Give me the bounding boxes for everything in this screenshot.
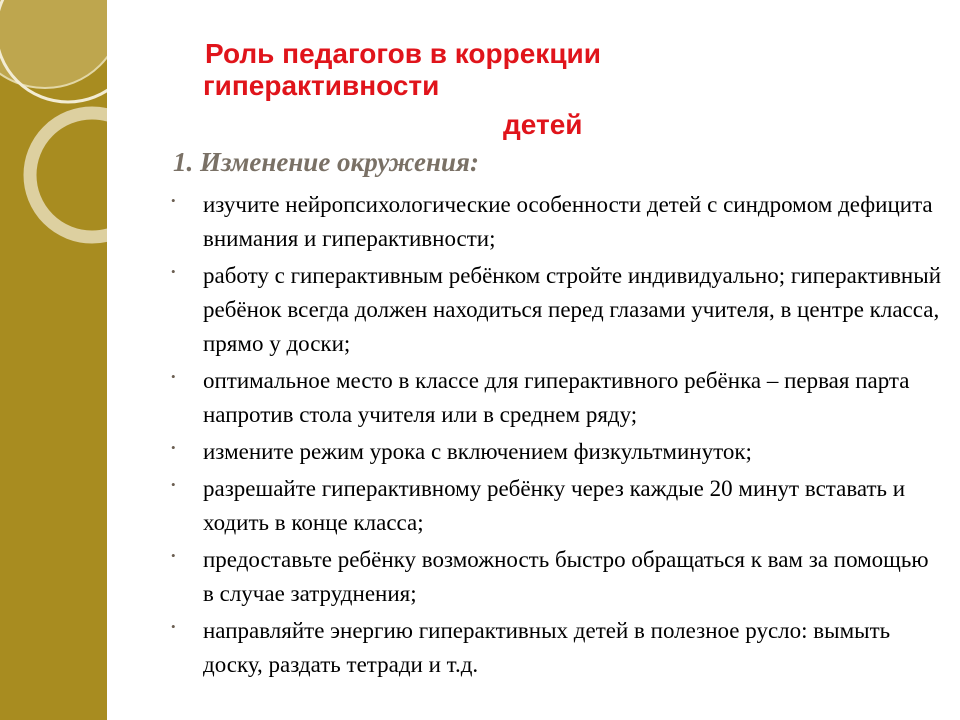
slide-title — [203, 38, 723, 141]
bullet-list — [171, 188, 941, 685]
decorative-circle-large — [0, 0, 107, 88]
bullet-text: предоставьте ребёнку возможность быстро обращаться к вам за помощью в случае затруднения; — [203, 547, 929, 606]
decorative-ring — [30, 113, 107, 237]
bullet-text: разрешайте гиперактивному ребёнку через каждые 20 минут вставать и ходить в конце класса; — [203, 476, 906, 535]
bullet-icon: • — [171, 548, 176, 563]
title-line-1: Роль педагогов в коррекции — [205, 38, 601, 69]
bullet-item — [171, 614, 941, 682]
title-line-2: гиперактивности — [203, 70, 440, 101]
bullet-icon: • — [171, 619, 176, 634]
bullet-item — [171, 188, 941, 256]
bullet-item — [171, 543, 941, 611]
bullet-text: оптимальное место в классе для гиперактивного ребёнка – первая парта напротив стола учителя или в среднем ряду; — [203, 368, 910, 427]
title-line-3: детей — [503, 109, 583, 140]
bullet-text: изучите нейропсихологические особенности детей с синдромом дефицита внимания и гиперактивности; — [203, 192, 933, 251]
section-heading: 1. Изменение окружения: — [173, 147, 479, 177]
bullet-icon: • — [171, 477, 176, 492]
bullet-text: работу с гиперактивным ребёнком стройте индивидуально; гиперактивный ребёнок всегда должен находиться перед глазами учителя, в центре класса, прямо у доски; — [203, 263, 941, 356]
bullet-icon: • — [171, 193, 176, 208]
bullet-icon: • — [171, 440, 176, 455]
bullet-item — [171, 472, 941, 540]
bullet-icon: • — [171, 264, 176, 279]
bullet-text: измените режим урока с включением физкультминуток; — [203, 439, 752, 464]
decorative-circles — [0, 0, 107, 720]
bullet-item — [171, 259, 941, 361]
bullet-text: направляйте энергию гиперактивных детей в полезное русло: вымыть доску, раздать тетради и т.д. — [203, 618, 891, 677]
bullet-item — [171, 364, 941, 432]
bullet-item — [171, 435, 941, 469]
decorative-sidebar — [0, 0, 107, 720]
bullet-icon: • — [171, 369, 176, 384]
